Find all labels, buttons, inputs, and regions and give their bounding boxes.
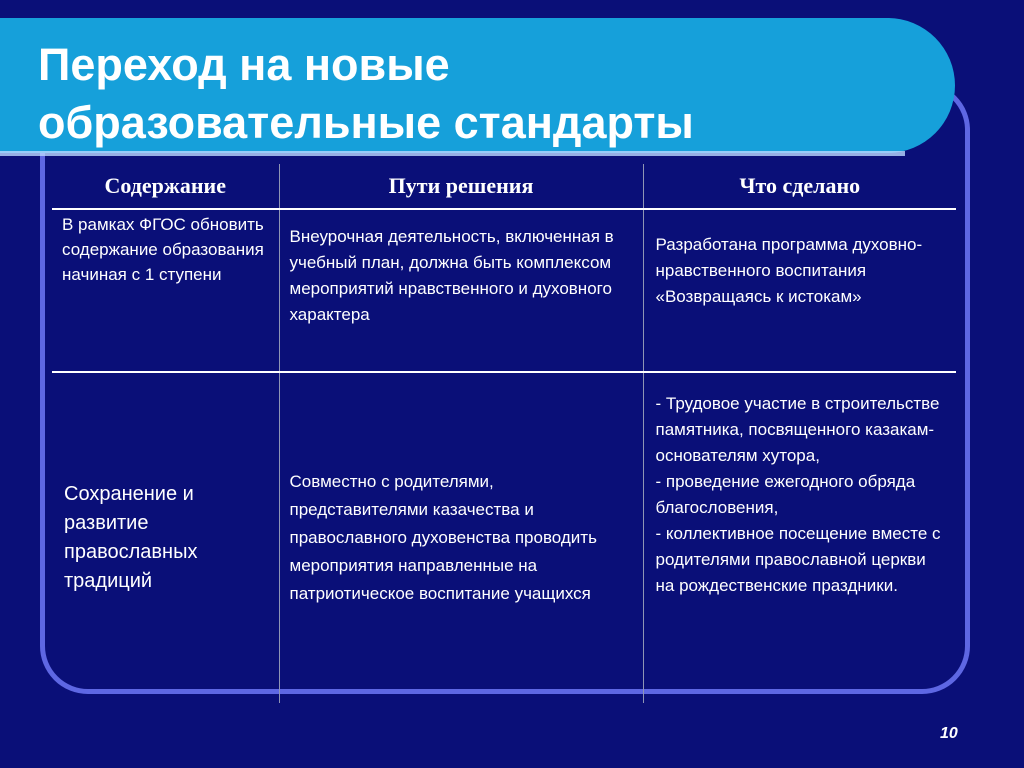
header-solutions: Пути решения [279,164,643,209]
standards-table [52,164,956,703]
page-number: 10 [940,725,958,742]
table-row [52,209,956,372]
table-cell: Совместно с родителями, представителями казачества и православного духовенства проводить мероприятия направленные на патриотическое воспитание учащихся [279,372,643,703]
slide-title-line-2: образовательные стандарты [38,97,694,148]
slide-title-line-1: Переход на новые [38,39,450,90]
table-cell: Сохранение и развитие православных традиций [64,483,198,592]
header-done: Что сделано [643,164,956,209]
table-cell: - Трудовое участие в строительстве памятника, посвященного казакам-основателям хутора, - проведение ежегодного обряда благословения, - коллективное посещение вместе с родителями православной церкви на рождественские праздники. [643,372,956,703]
title-banner [0,18,955,153]
table-row [52,372,956,703]
header-content: Содержание [52,164,279,209]
title-underline [0,151,905,156]
table-cell: Разработана программа духовно-нравственного воспитания «Возвращаясь к истокам» [643,209,956,372]
table-header-row [52,164,956,209]
table-cell: Внеурочная деятельность, включенная в учебный план, должна быть комплексом мероприятий нравственного и духовного характера [279,209,643,372]
table-cell: В рамках ФГОС обновить содержание образования начиная с 1 ступени [52,209,279,372]
